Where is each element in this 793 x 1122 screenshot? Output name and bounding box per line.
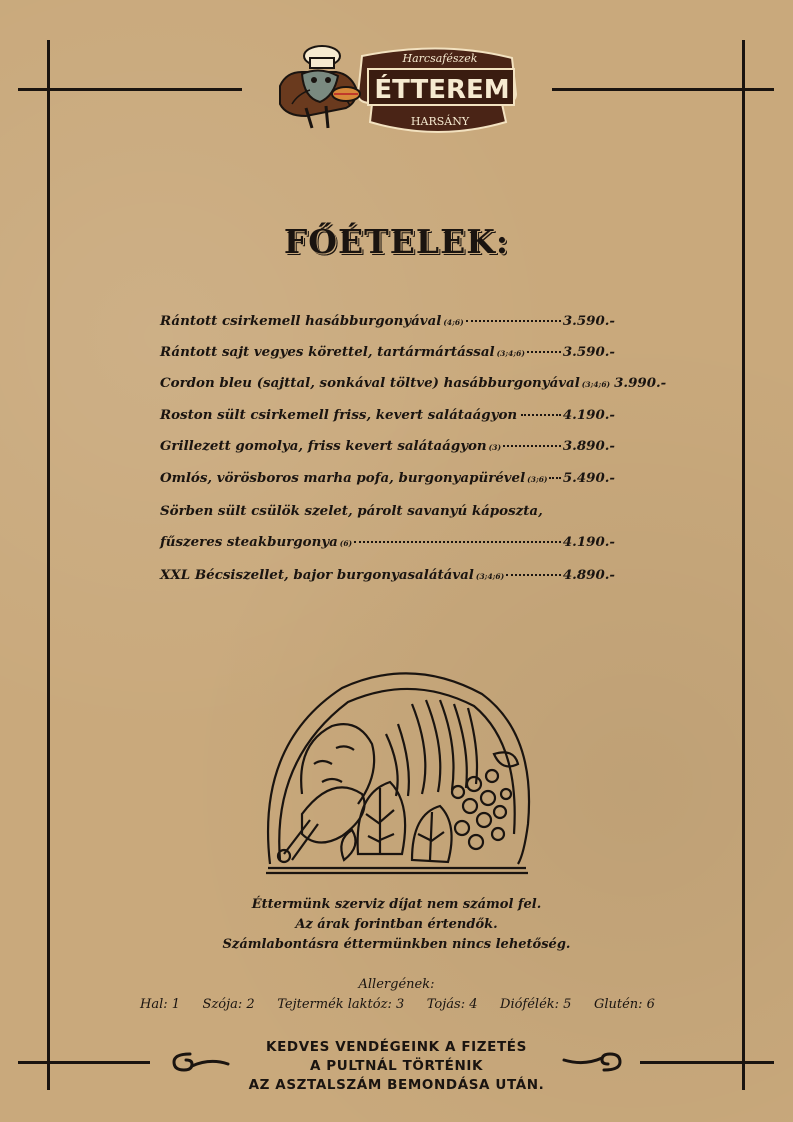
menu-item-price: 5.490.- (562, 470, 615, 486)
menu-item (160, 503, 615, 519)
dot-leader (506, 574, 561, 576)
menu-item (160, 375, 667, 391)
payment-notice-line: A PULTNÁL TÖRTÉNIK (309, 1058, 484, 1074)
menu-item (160, 567, 615, 583)
menu-item-allergens: (3;4;6) (475, 572, 505, 581)
menu-item-name: Omlós, vörösboros marha pofa, burgonyapürével (160, 470, 526, 486)
allergens-list (140, 997, 655, 1012)
menu-item-price: 4.190.- (562, 534, 615, 550)
menu-item-name: XXL Bécsiszellet, bajor burgonyasalátával (160, 567, 474, 583)
menu-item-name: Cordon bleu (sajttal, sonkával töltve) hasábburgonyával (160, 375, 580, 391)
menu-item (160, 344, 615, 360)
frame-left-line (47, 40, 50, 1090)
menu-item-price: 3.990.- (614, 375, 667, 391)
menu-item-name: Grillezett gomolya, friss kevert salátaágyon (160, 438, 487, 454)
menu-item-allergens: (4;6) (443, 318, 464, 327)
menu-item-price: 4.890.- (562, 567, 615, 583)
menu-item-name: Rántott csirkemell hasábburgonyával (160, 313, 442, 329)
logo-main-text: ÉTTEREM (374, 75, 510, 105)
food-plate-illustration (262, 664, 532, 878)
menu-item-allergens: (3;4;6) (581, 380, 611, 389)
menu-item-price: 3.890.- (562, 438, 615, 454)
menu-item-allergens: (6) (339, 539, 353, 548)
allergen-item: Tojás: 4 (426, 997, 478, 1012)
catfish-chef-mascot-icon (280, 46, 360, 128)
allergen-item: Hal: 1 (140, 997, 181, 1012)
dot-leader (354, 541, 561, 543)
currency-notice: Az árak forintban értendők. (295, 917, 498, 932)
frame-top-right-line (552, 88, 774, 91)
dot-leader (503, 445, 561, 447)
menu-item (160, 470, 615, 486)
service-fee-notice: Éttermünk szerviz díjat nem számol fel. (251, 897, 542, 912)
allergen-item: Diófélék: 5 (500, 997, 572, 1012)
menu-item-name: Rántott sajt vegyes körettel, tartármártással (160, 344, 495, 360)
menu-item-name: fűszeres steakburgonya (160, 534, 338, 550)
left-swirl-ornament-icon (170, 1050, 230, 1074)
menu-item-price: 4.190.- (562, 407, 615, 423)
menu-item (160, 407, 615, 423)
right-swirl-ornament-icon (562, 1050, 624, 1074)
logo-bottom-text: HARSÁNY (410, 115, 470, 128)
dot-leader (521, 414, 561, 416)
frame-top-left-line (18, 88, 242, 91)
bill-split-notice: Számlabontásra éttermünkben nincs lehetőség. (222, 937, 571, 952)
page-title: FŐÉTELEK: (283, 222, 510, 261)
menu-item (160, 534, 615, 550)
menu-item (160, 438, 615, 454)
frame-right-line (742, 40, 745, 1090)
restaurant-logo (276, 42, 520, 138)
dot-leader (527, 351, 561, 353)
menu-item-price: 3.590.- (562, 313, 615, 329)
allergen-item: Glutén: 6 (593, 997, 655, 1012)
dot-leader (549, 477, 560, 479)
payment-notice-line: AZ ASZTALSZÁM BEMONDÁSA UTÁN. (248, 1077, 545, 1093)
menu-item-name: Sörben sült csülök szelet, párolt savanyú káposzta, (160, 503, 543, 519)
allergen-item: Szója: 2 (202, 997, 255, 1012)
menu-item-allergens: (3;4;6) (496, 349, 525, 358)
menu-item-name: Roston sült csirkemell friss, kevert salátaágyon (160, 407, 518, 423)
menu-item-price: 3.590.- (562, 344, 615, 360)
menu-item-allergens: (3) (488, 443, 501, 452)
allergen-item: Tejtermék laktóz: 3 (277, 997, 405, 1012)
allergens-title: Allergének: (358, 977, 435, 992)
dot-leader (466, 320, 561, 322)
menu-item (160, 313, 615, 329)
menu-item-allergens: (3;6) (527, 475, 548, 484)
logo-top-text: Harcsafészek (402, 52, 478, 65)
payment-notice-line: KEDVES VENDÉGEINK A FIZETÉS (266, 1039, 527, 1055)
